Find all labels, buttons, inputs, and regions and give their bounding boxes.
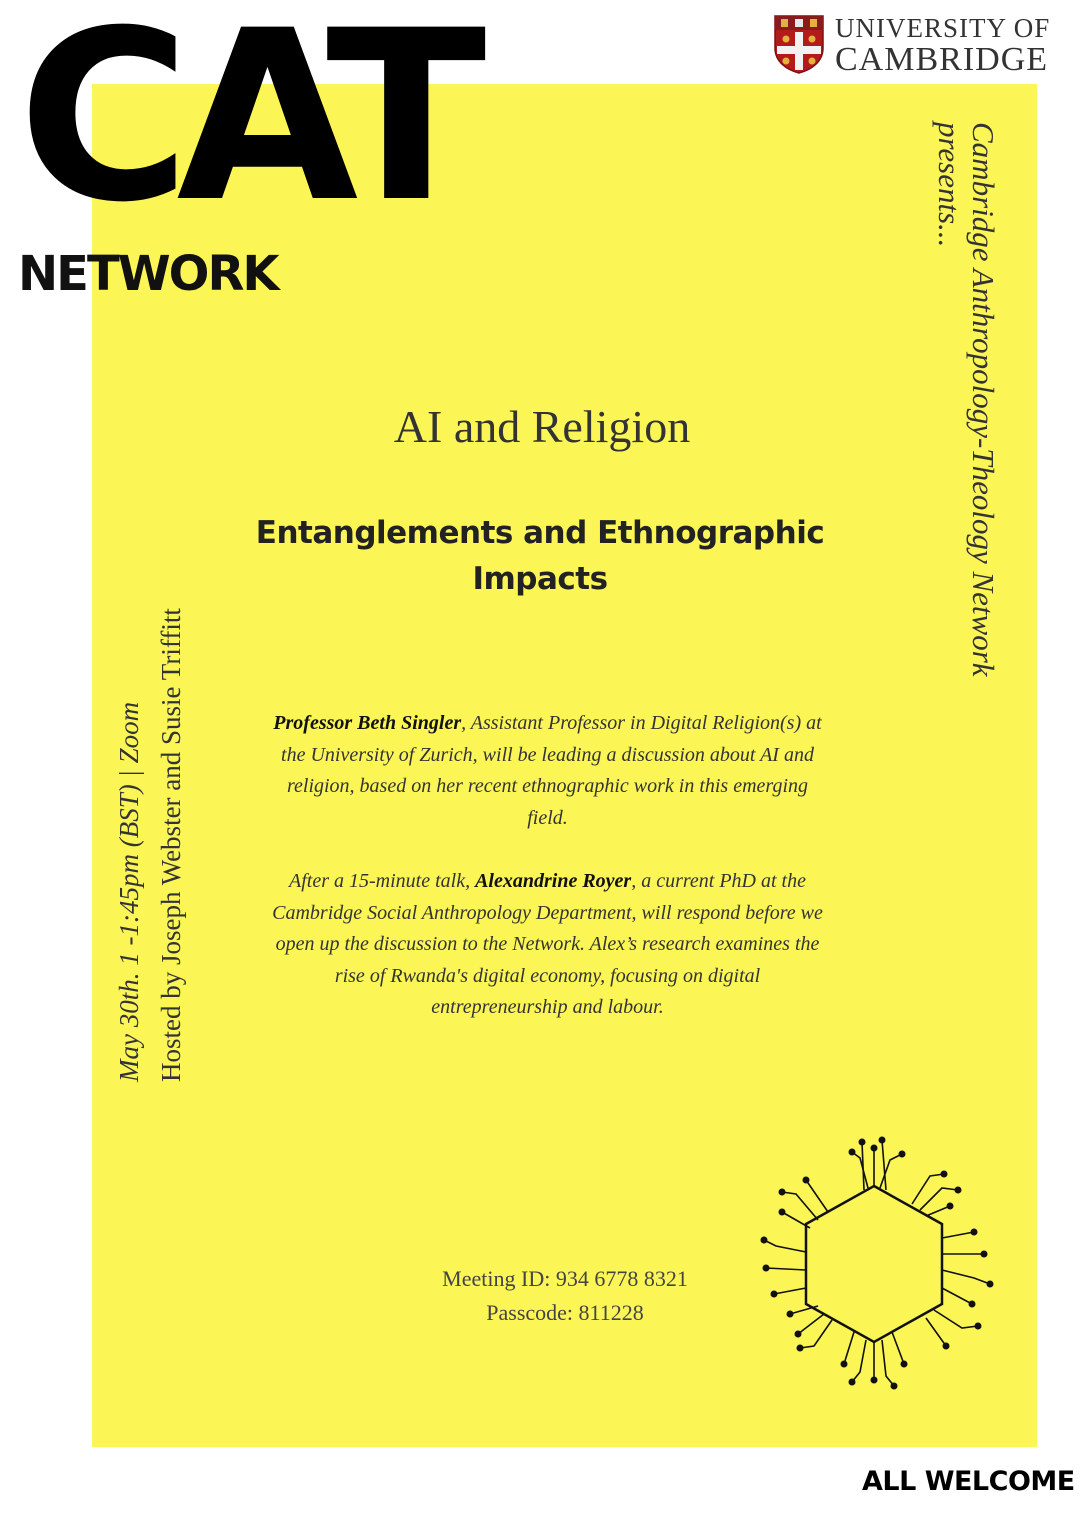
speaker-name: Professor Beth Singler [273, 712, 462, 734]
cambridge-crest-icon [773, 14, 825, 74]
network-full-name: Cambridge Anthropology-Theology Network [966, 122, 1001, 677]
respondent-description: , a current PhD at the Cambridge Social Anthropology Department, will respond before we open up the discussion to the Network. Alex’s research examines the rise of Rwanda's digital economy, focusing on digital entrepreneurship and labour. [272, 870, 823, 1018]
meeting-info [360, 1262, 770, 1330]
cat-logo: CAT [18, 0, 473, 254]
meeting-id: Meeting ID: 934 6778 8321 [442, 1266, 688, 1291]
university-logo [773, 12, 1050, 76]
respondent-paragraph [270, 866, 825, 1024]
hosts-text: Hosted by Joseph Webster and Susie Triffitt [156, 608, 186, 1082]
date-time-location: May 30th. 1 -1:45pm (BST) | Zoom [114, 701, 144, 1082]
respondent-name: Alexandrine Royer [475, 870, 632, 892]
event-details-vertical-text [108, 608, 192, 1082]
event-title: AI and Religion [393, 401, 691, 452]
university-line1: UNIVERSITY OF [835, 13, 1051, 43]
event-subtitle: Entanglements and Ethnographic Impacts [255, 515, 825, 597]
university-line2: CAMBRIDGE [835, 41, 1049, 78]
meeting-passcode: Passcode: 811228 [486, 1300, 644, 1325]
presents-text: presents... [932, 122, 967, 248]
network-logo: NETWORK [18, 246, 278, 302]
circuit-hexagon-icon [752, 1128, 1012, 1408]
respondent-intro: After a 15-minute talk, [289, 870, 476, 892]
speaker-paragraph [270, 708, 825, 834]
speaker-description: , Assistant Professor in Digital Religion(s) at the University of Zurich, will be leading a discussion about AI and religion, based on her recent ethnographic work in this emerging field. [281, 712, 822, 829]
all-welcome-text: ALL WELCOME [862, 1466, 1075, 1497]
